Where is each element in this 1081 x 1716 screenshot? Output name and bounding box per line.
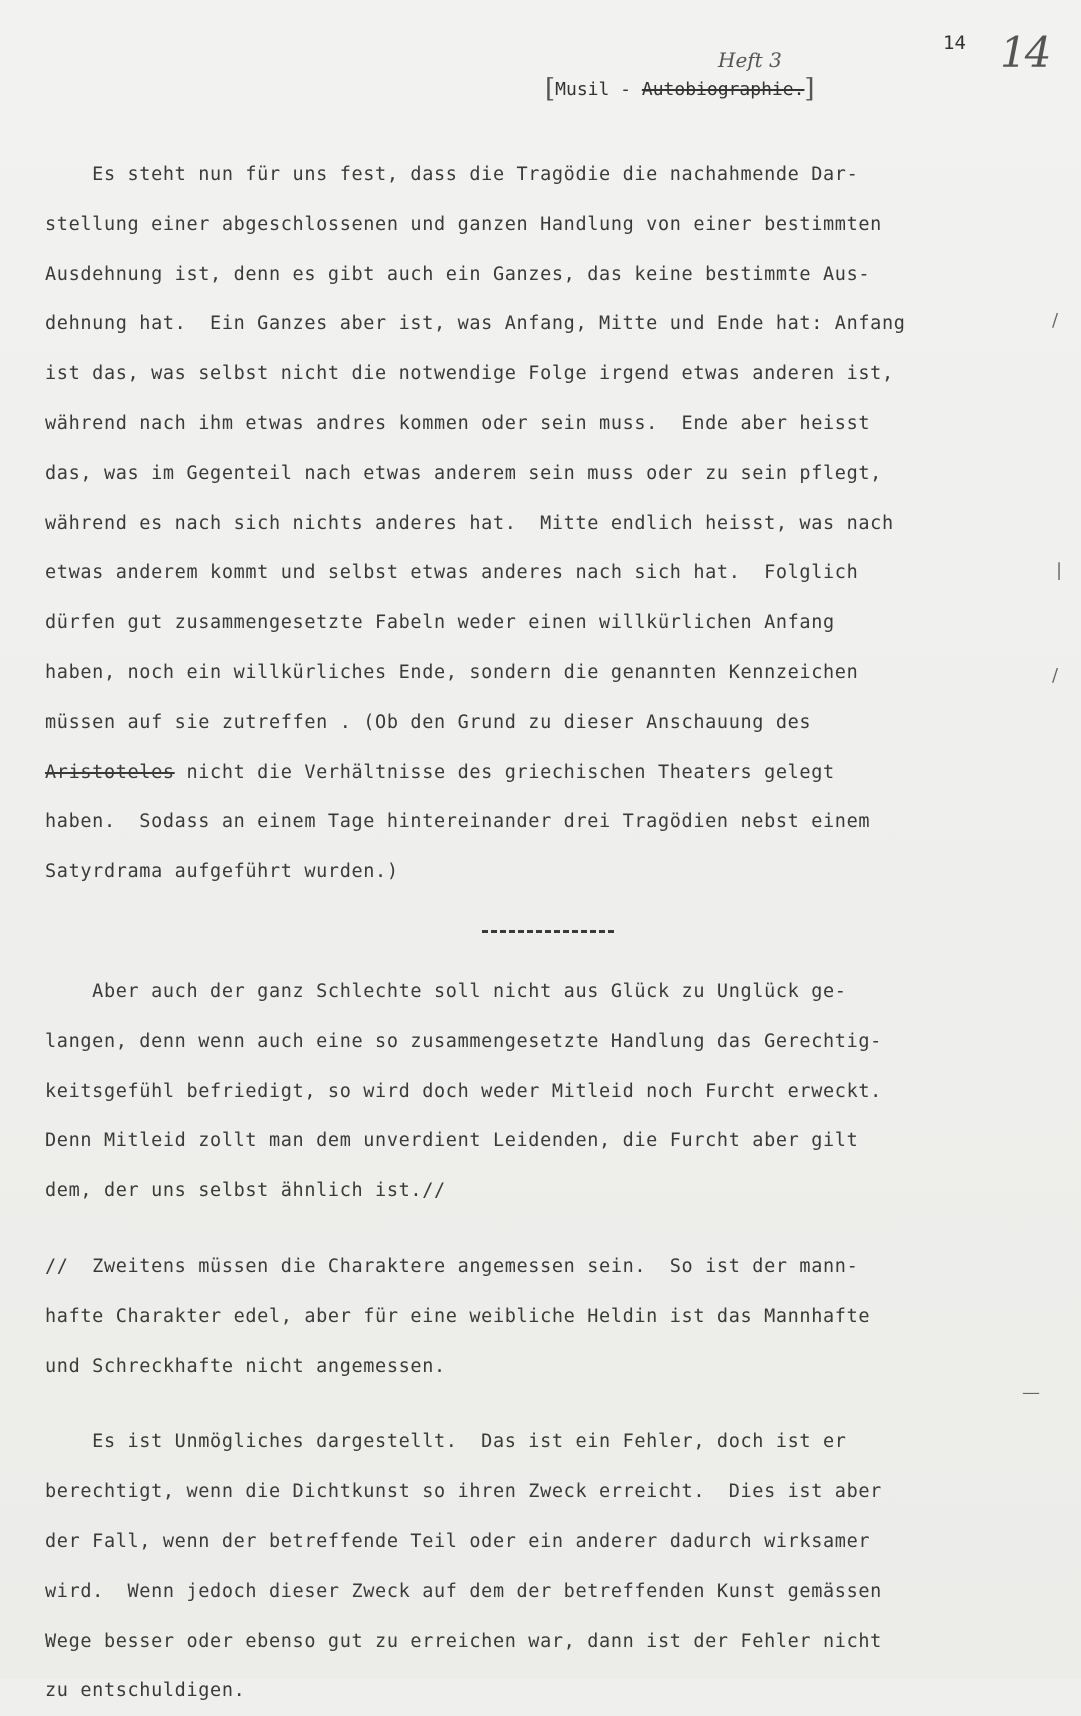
margin-pencil-mark: / <box>1052 310 1059 331</box>
text-line: Es ist Unmögliches dargestellt. Das ist ein Fehler, doch ist er <box>45 1431 847 1453</box>
margin-pencil-mark: | <box>1056 560 1063 581</box>
text-line: zu entschuldigen. <box>45 1680 246 1702</box>
text-line: dürfen gut zusammengesetzte Fabeln weder einen willkürlichen Anfang <box>45 612 835 634</box>
text-line: dehnung hat. Ein Ganzes aber ist, was Anfang, Mitte und Ende hat: Anfang <box>45 313 906 335</box>
text-line: haben, noch ein willkürliches Ende, sondern die genannten Kennzeichen <box>45 661 859 683</box>
page-heading <box>545 74 815 104</box>
text-line: stellung einer abgeschlossenen und ganzen Handlung von einer bestimmten <box>45 213 882 235</box>
section-separator <box>45 897 1030 967</box>
text-line: berechtigt, wenn die Dichtkunst so ihren Zweck erreicht. Dies ist aber <box>45 1481 882 1503</box>
paragraph-gap <box>45 1391 1030 1417</box>
text-line: während es nach sich nichts anderes hat. Mitte endlich heisst, was nach <box>45 512 894 534</box>
text-line: der Fall, wenn der betreffende Teil oder ein anderer dadurch wirksamer <box>45 1530 871 1552</box>
text-line: Wege besser oder ebenso gut zu erreichen war, dann ist der Fehler nicht <box>45 1630 882 1652</box>
document-body <box>45 150 1030 1716</box>
text-line: haben. Sodass an einem Tage hintereinander drei Tragödien nebst einem <box>45 811 871 833</box>
text-line: langen, denn wenn auch eine so zusammengesetzte Handlung das Gerechtig- <box>45 1030 882 1052</box>
text-line: etwas anderem kommt und selbst etwas anderes nach sich hat. Folglich <box>45 562 859 584</box>
paragraph-2 <box>45 967 1030 1216</box>
text-line: Aber auch der ganz Schlechte soll nicht aus Glück zu Unglück ge- <box>45 980 847 1002</box>
text-line: wird. Wenn jedoch dieser Zweck auf dem der betreffenden Kunst gemässen <box>45 1580 882 1602</box>
paragraph-1 <box>45 150 1030 897</box>
paragraph-gap <box>45 1216 1030 1242</box>
text-line: Denn Mitleid zollt man dem unverdient Leidenden, die Furcht aber gilt <box>45 1130 859 1152</box>
text-line: // Zweitens müssen die Charaktere angemessen sein. So ist der mann- <box>45 1255 859 1277</box>
open-bracket: [ <box>545 74 556 104</box>
text-line: Satyrdrama aufgeführt wurden.) <box>45 861 399 883</box>
paragraph-4 <box>45 1417 1030 1716</box>
text-line: das, was im Gegenteil nach etwas anderem sein muss oder zu sein pflegt, <box>45 462 882 484</box>
text-line: während nach ihm etwas andres kommen oder sein muss. Ende aber heisst <box>45 412 871 434</box>
margin-pencil-mark: — <box>1022 1382 1040 1403</box>
handwritten-folio-number: 14 <box>1000 28 1050 77</box>
typed-page-number: 14 <box>943 32 966 54</box>
text-line: hafte Charakter edel, aber für eine weibliche Heldin ist das Mannhafte <box>45 1305 871 1327</box>
text-line: dem, der uns selbst ähnlich ist.// <box>45 1180 446 1202</box>
handwritten-note: Heft 3 <box>718 48 782 72</box>
text-line: müssen auf sie zutreffen . (Ob den Grund zu dieser Anschauung des <box>45 711 812 733</box>
text-line: keitsgefühl befriedigt, so wird doch weder Mitleid noch Furcht erweckt. <box>45 1080 882 1102</box>
text-line: und Schreckhafte nicht angemessen. <box>45 1355 446 1377</box>
margin-pencil-mark: / <box>1052 665 1059 686</box>
text-line: ist das, was selbst nicht die notwendige Folge irgend etwas anderen ist, <box>45 363 894 385</box>
heading-dash: - <box>609 79 642 100</box>
heading-author: Musil <box>555 79 610 100</box>
text-line: Es steht nun für uns fest, dass die Tragödie die nachahmende Dar- <box>45 164 859 185</box>
heading-struck-title: Autobiographie. <box>641 79 805 100</box>
text-line-struck-word: Aristoteles nicht die Verhältnisse des griechischen Theaters gelegt <box>45 761 835 783</box>
text-line: Ausdehnung ist, denn es gibt auch ein Ganzes, das keine bestimmte Aus- <box>45 263 871 285</box>
close-bracket: ] <box>804 74 815 104</box>
paragraph-3 <box>45 1242 1030 1391</box>
